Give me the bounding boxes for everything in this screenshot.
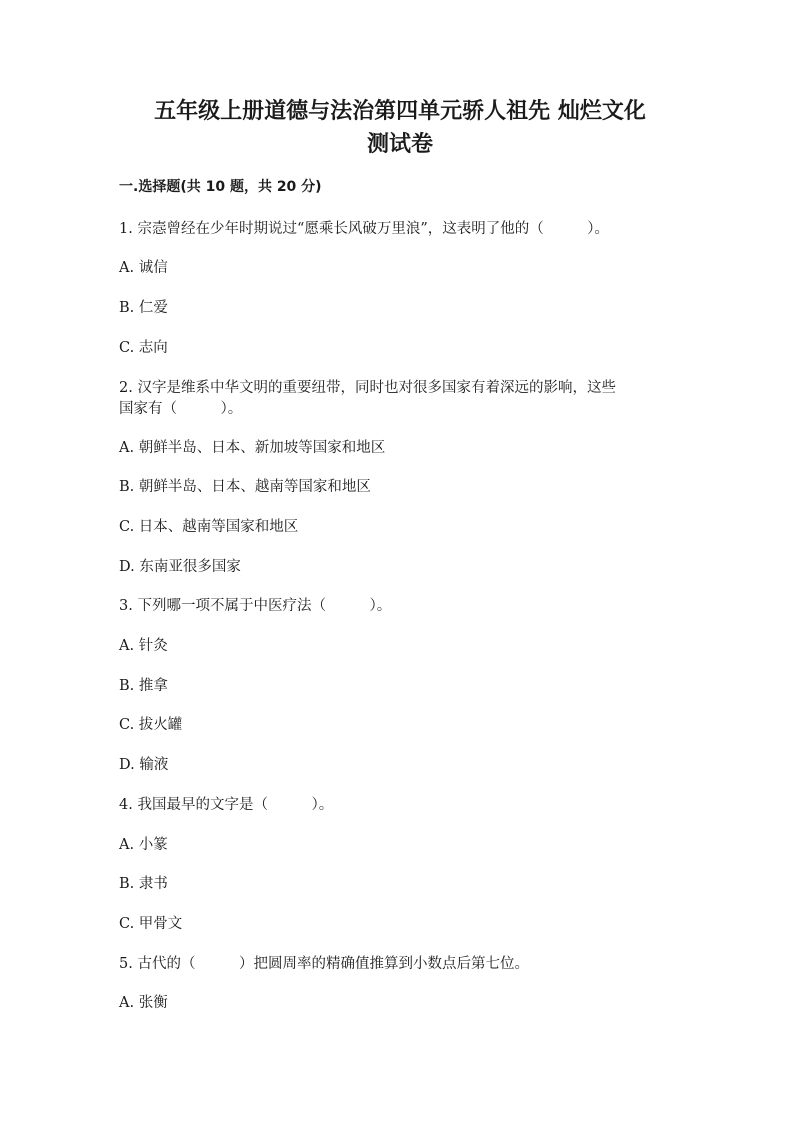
- question-2-option-d: D. 东南亚很多国家: [119, 559, 241, 575]
- question-2-stem-continued: 国家有（ ）。: [119, 401, 243, 417]
- question-3-option-a: A. 针灸: [119, 638, 168, 654]
- question-2-stem: 2. 汉字是维系中华文明的重要纽带，同时也对很多国家有着深远的影响，这些: [119, 380, 616, 396]
- question-5-stem: 5. 古代的（ ）把圆周率的精确值推算到小数点后第七位。: [119, 956, 529, 972]
- question-1-option-c: C. 志向: [119, 340, 168, 356]
- question-4-stem: 4. 我国最早的文字是（ ）。: [119, 797, 334, 813]
- section-header: 一.选择题(共 10 题，共 20 分): [119, 179, 322, 195]
- question-2-option-c: C. 日本、越南等国家和地区: [119, 519, 299, 535]
- question-4-option-b: B. 隶书: [119, 876, 168, 892]
- question-3-option-b: B. 推拿: [119, 678, 168, 694]
- question-5-option-a: A. 张衡: [119, 995, 168, 1011]
- question-1-option-a: A. 诚信: [119, 260, 168, 276]
- page-title-continued: 测试卷: [366, 132, 433, 157]
- question-1-stem: 1. 宗悫曾经在少年时期说过“愿乘长风破万里浪”，这表明了他的（ ）。: [119, 221, 610, 237]
- question-4-option-c: C. 甲骨文: [119, 916, 183, 932]
- question-3-option-c: C. 拔火罐: [119, 717, 183, 733]
- question-2-option-a: A. 朝鲜半岛、日本、新加坡等国家和地区: [119, 440, 386, 456]
- question-2-option-b: B. 朝鲜半岛、日本、越南等国家和地区: [119, 479, 371, 495]
- question-1-option-b: B. 仁爱: [119, 300, 168, 316]
- question-4-option-a: A. 小篆: [119, 837, 168, 853]
- question-3-stem: 3. 下列哪一项不属于中医疗法（ ）。: [119, 598, 392, 614]
- question-3-option-d: D. 输液: [119, 757, 169, 773]
- page-title: 五年级上册道德与法治第四单元骄人祖先 灿烂文化: [154, 99, 646, 124]
